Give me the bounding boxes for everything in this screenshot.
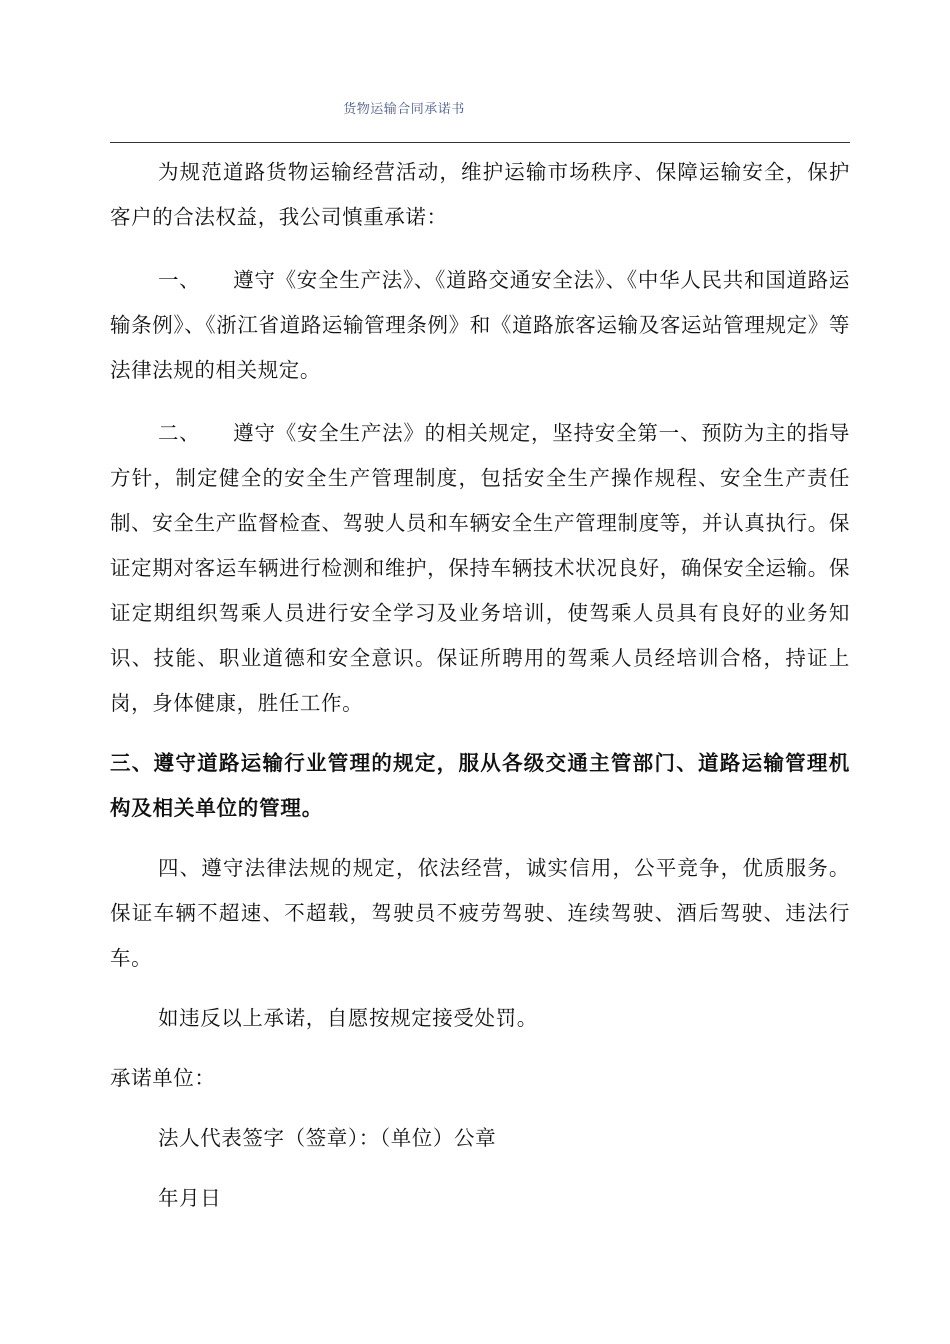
header-divider bbox=[110, 142, 850, 143]
commitment-item-1 bbox=[110, 258, 850, 393]
item-number: 二、 bbox=[158, 421, 201, 445]
intro-paragraph: 为规范道路货物运输经营活动，维护运输市场秩序、保障运输安全，保护客户的合法权益，我公司慎重承诺： bbox=[110, 160, 850, 229]
closing-statement: 如违反以上承诺，自愿按规定接受处罚。 bbox=[158, 1006, 538, 1030]
item-text: 遵守《安全生产法》、《道路交通安全法》、《中华人民共和国道路运输条例》、《浙江省道路运输管理条例》和《道路旅客运输及客运站管理规定》等法律法规的相关规定。 bbox=[110, 268, 850, 382]
commitment-item-2 bbox=[110, 411, 850, 726]
running-header-title: 货物运输合同承诺书 bbox=[343, 102, 465, 117]
signature-unit-label: 承诺单位： bbox=[110, 1066, 216, 1090]
commitment-item-3: 三、遵守道路运输行业管理的规定，服从各级交通主管部门、道路运输管理机构及相关单位的管理。 bbox=[110, 751, 850, 820]
item-number: 一、 bbox=[158, 268, 201, 292]
item-text: 遵守《安全生产法》的相关规定，坚持安全第一、预防为主的指导方针，制定健全的安全生产管理制度，包括安全生产操作规程、安全生产责任制、安全生产监督检查、驾驶人员和车辆安全生产管理制度等，并认真执行。保证定期对客运车辆进行检测和维护，保持车辆技术状况良好，确保安全运输。保证定期组织驾乘人员进行安全学习及业务培训，使驾乘人员具有良好的业务知识、技能、职业道德和安全意识。保证所聘用的驾乘人员经培训合格，持证上岗，身体健康，胜任工作。 bbox=[110, 421, 850, 715]
commitment-item-4: 四、遵守法律法规的规定，依法经营，诚实信用，公平竞争，优质服务。保证车辆不超速、不超载，驾驶员不疲劳驾驶、连续驾驶、酒后驾驶、违法行车。 bbox=[110, 856, 850, 970]
signature-representative-label: 法人代表签字（签章）：（单位）公章 bbox=[158, 1126, 497, 1150]
signature-date-label: 年月日 bbox=[158, 1186, 222, 1210]
document-body bbox=[110, 150, 850, 1221]
